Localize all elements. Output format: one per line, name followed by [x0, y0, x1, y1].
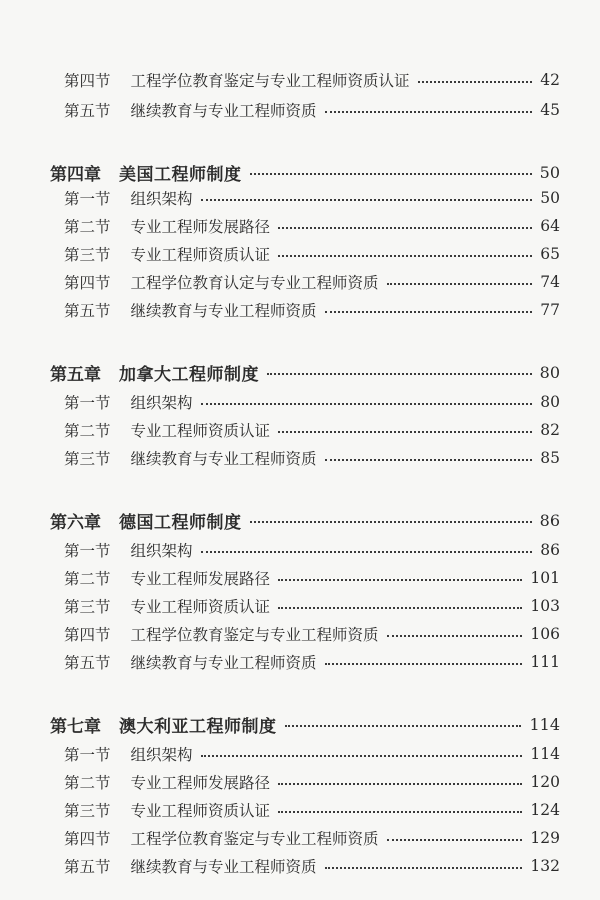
dot-leader [278, 607, 522, 609]
toc-section-row[interactable] [64, 66, 560, 94]
dot-leader [325, 311, 532, 313]
toc-section-row[interactable] [64, 444, 560, 472]
section-title: 专业工程师资质认证 [130, 422, 271, 440]
page-number: 132 [530, 857, 560, 875]
chapter-title: 加拿大工程师制度 [119, 364, 259, 385]
section-title: 组织架构 [130, 542, 193, 560]
toc-chapter-row[interactable] [50, 506, 560, 534]
page-number: 86 [540, 541, 560, 559]
section-title: 专业工程师发展路径 [130, 570, 271, 588]
section-number: 第一节 [64, 542, 111, 560]
section-title: 专业工程师资质认证 [130, 246, 271, 264]
section-number: 第四节 [64, 72, 111, 90]
toc-section-row[interactable] [64, 536, 560, 564]
section-number: 第三节 [64, 802, 111, 820]
dot-leader [278, 811, 522, 813]
section-title: 工程学位教育鉴定与专业工程师资质 [130, 830, 379, 848]
page-number: 124 [530, 801, 560, 819]
section-title: 继续教育与专业工程师资质 [130, 450, 317, 468]
toc-section-row[interactable] [64, 388, 560, 416]
toc-section-row[interactable] [64, 740, 560, 768]
section-title: 专业工程师发展路径 [130, 774, 271, 792]
section-title: 继续教育与专业工程师资质 [130, 102, 317, 120]
page-number: 106 [530, 625, 560, 643]
toc-section-row[interactable] [64, 796, 560, 824]
dot-leader [250, 173, 532, 175]
toc-section-row[interactable] [64, 296, 560, 324]
chapter-title: 澳大利亚工程师制度 [119, 716, 277, 737]
section-number: 第五节 [64, 858, 111, 876]
section-number: 第一节 [64, 746, 111, 764]
page-number: 42 [540, 71, 560, 89]
page-number: 101 [530, 569, 560, 587]
toc-section-row[interactable] [64, 268, 560, 296]
page-number: 50 [539, 162, 560, 182]
toc-chapter-row[interactable] [50, 158, 560, 186]
section-number: 第一节 [64, 394, 111, 412]
dot-leader [387, 635, 523, 637]
dot-leader [201, 551, 532, 553]
dot-leader [278, 783, 522, 785]
dot-leader [267, 373, 532, 375]
page-number: 86 [539, 510, 560, 530]
page-number: 103 [530, 597, 560, 615]
section-number: 第二节 [64, 774, 111, 792]
chapter-number: 第六章 [50, 512, 101, 533]
page-number: 50 [540, 189, 560, 207]
dot-leader [201, 199, 532, 201]
section-number: 第四节 [64, 830, 111, 848]
toc-section-row[interactable] [64, 620, 560, 648]
dot-leader [418, 81, 532, 83]
toc-section-row[interactable] [64, 768, 560, 796]
page-number: 129 [530, 829, 560, 847]
toc-section-row[interactable] [64, 184, 560, 212]
page-number: 77 [540, 301, 560, 319]
section-title: 组织架构 [130, 190, 193, 208]
dot-leader [285, 725, 522, 727]
toc-section-row[interactable] [64, 564, 560, 592]
dot-leader [325, 867, 523, 869]
page-number: 65 [540, 245, 560, 263]
page-number: 114 [530, 745, 560, 763]
section-title: 继续教育与专业工程师资质 [130, 302, 317, 320]
dot-leader [325, 459, 532, 461]
section-number: 第三节 [64, 246, 111, 264]
toc-section-row[interactable] [64, 240, 560, 268]
dot-leader [278, 579, 522, 581]
dot-leader [250, 521, 532, 523]
toc-section-row[interactable] [64, 824, 560, 852]
section-number: 第一节 [64, 190, 111, 208]
page-number: 80 [540, 393, 560, 411]
toc-section-row[interactable] [64, 852, 560, 880]
dot-leader [278, 227, 532, 229]
dot-leader [201, 755, 523, 757]
section-title: 组织架构 [130, 394, 193, 412]
toc-section-row[interactable] [64, 416, 560, 444]
section-number: 第四节 [64, 626, 111, 644]
section-number: 第四节 [64, 274, 111, 292]
chapter-number: 第七章 [50, 716, 101, 737]
section-number: 第五节 [64, 102, 111, 120]
dot-leader [278, 431, 532, 433]
dot-leader [387, 283, 532, 285]
section-number: 第二节 [64, 422, 111, 440]
section-number: 第三节 [64, 450, 111, 468]
section-number: 第三节 [64, 598, 111, 616]
page-number: 111 [530, 653, 560, 671]
section-number: 第二节 [64, 218, 111, 236]
section-title: 专业工程师发展路径 [130, 218, 271, 236]
chapter-title: 美国工程师制度 [119, 164, 242, 185]
dot-leader [278, 255, 532, 257]
page-number: 120 [530, 773, 560, 791]
chapter-title: 德国工程师制度 [119, 512, 242, 533]
toc-chapter-row[interactable] [50, 710, 560, 738]
section-number: 第五节 [64, 654, 111, 672]
section-title: 工程学位教育鉴定与专业工程师资质 [130, 626, 379, 644]
dot-leader [387, 839, 523, 841]
page-number: 80 [539, 362, 560, 382]
chapter-number: 第四章 [50, 164, 101, 185]
toc-chapter-row[interactable] [50, 358, 560, 386]
toc-section-row[interactable] [64, 96, 560, 124]
toc-section-row[interactable] [64, 592, 560, 620]
chapter-number: 第五章 [50, 364, 101, 385]
dot-leader [325, 111, 532, 113]
section-title: 继续教育与专业工程师资质 [130, 654, 317, 672]
page-number: 85 [540, 449, 560, 467]
dot-leader [201, 403, 532, 405]
page-number: 64 [540, 217, 560, 235]
toc-section-row[interactable] [64, 212, 560, 240]
page-number: 45 [540, 101, 560, 119]
page-number: 114 [529, 714, 560, 734]
section-title: 专业工程师资质认证 [130, 802, 271, 820]
page-number: 82 [540, 421, 560, 439]
dot-leader [325, 663, 523, 665]
section-title: 组织架构 [130, 746, 193, 764]
section-title: 工程学位教育鉴定与专业工程师资质认证 [130, 72, 410, 90]
section-number: 第二节 [64, 570, 111, 588]
page-number: 74 [540, 273, 560, 291]
toc-section-row[interactable] [64, 648, 560, 676]
section-number: 第五节 [64, 302, 111, 320]
section-title: 工程学位教育认定与专业工程师资质 [130, 274, 379, 292]
section-title: 专业工程师资质认证 [130, 598, 271, 616]
section-title: 继续教育与专业工程师资质 [130, 858, 317, 876]
